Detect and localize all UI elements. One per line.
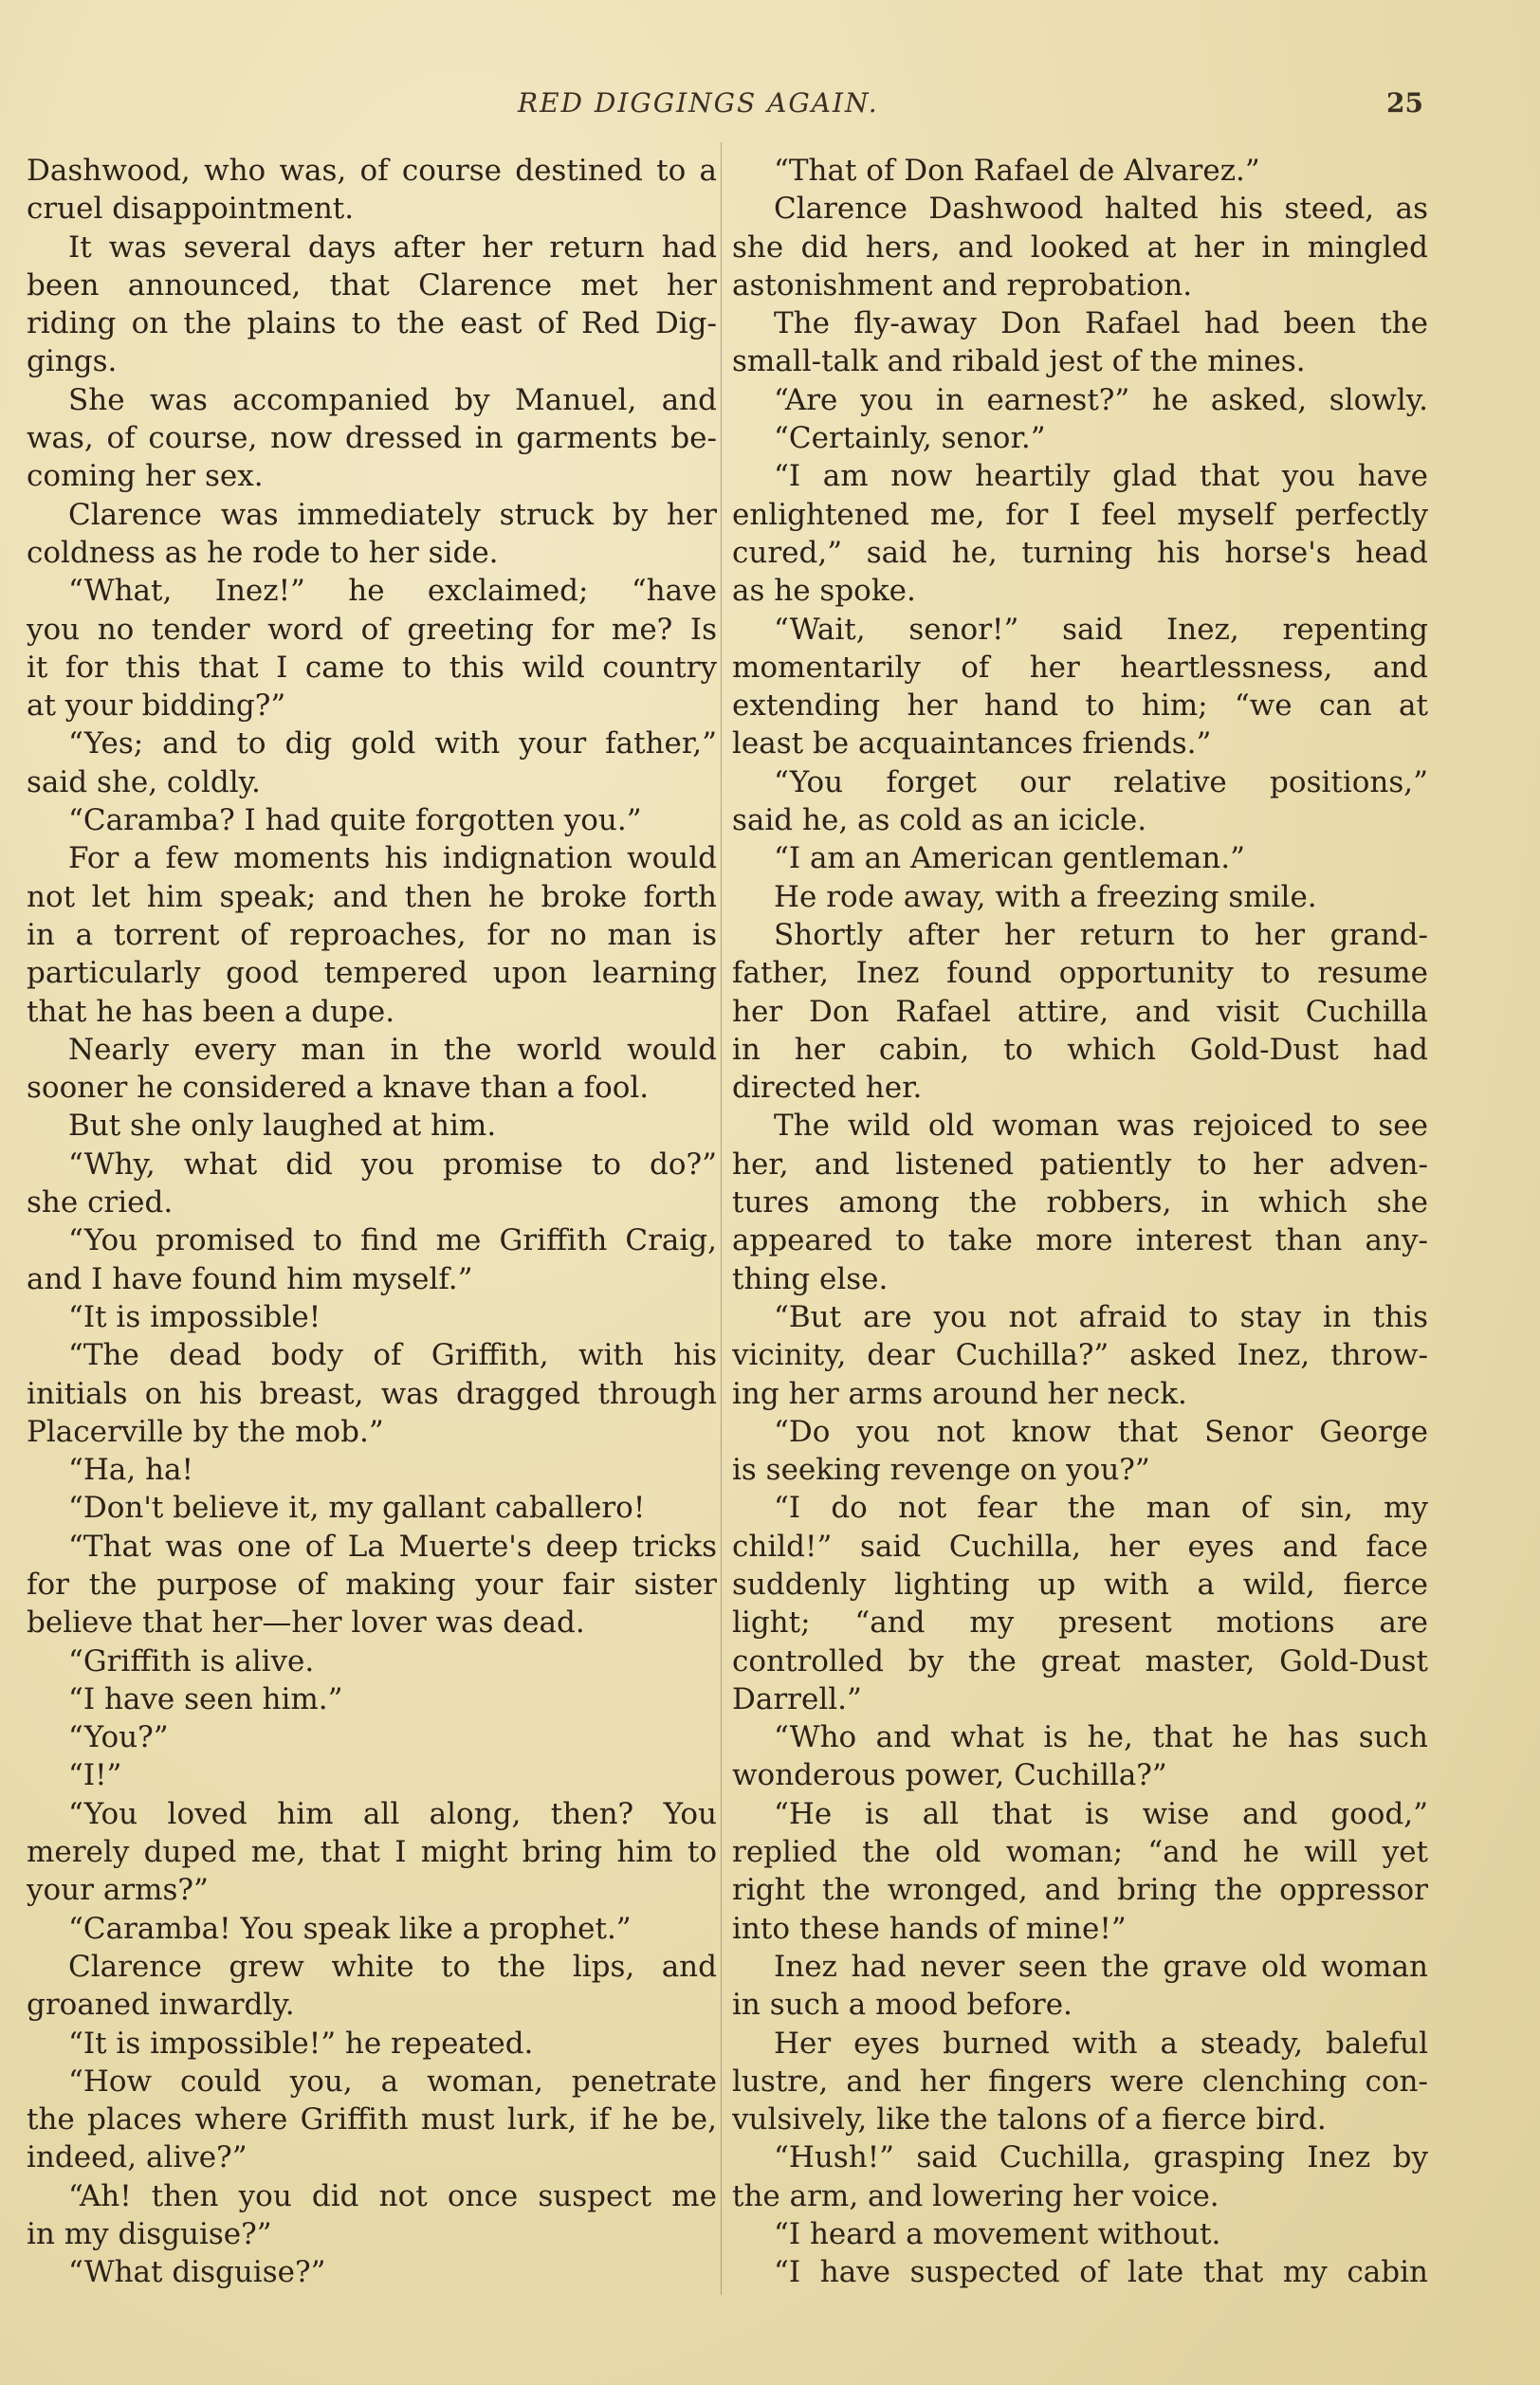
text-line: gings. (27, 344, 118, 379)
text-line: “I heard a movement without. (774, 2217, 1221, 2252)
text-line: “Certainly, senor.” (774, 421, 1046, 456)
text-line: “Who and what is he, that he has such (774, 1720, 1428, 1755)
text-line: replied the old woman; “and he will yet (732, 1835, 1428, 1870)
text-line: and I have found him myself.” (27, 1261, 473, 1296)
text-line: believe that her—her lover was dead. (27, 1605, 585, 1641)
text-line: you no tender word of greeting for me? Is (27, 612, 717, 647)
running-title: RED DIGGINGS AGAIN. (518, 87, 879, 119)
text-line: Clarence Dashwood halted his steed, as (774, 192, 1428, 227)
text-line: “Don't believe it, my gallant caballero! (68, 1491, 646, 1526)
text-line: into these hands of mine!” (732, 1911, 1127, 1946)
text-line: light; “and my present motions are (732, 1605, 1428, 1641)
text-line: She was accompanied by Manuel, and (68, 382, 717, 417)
text-line: Clarence grew white to the lips, and (68, 1949, 717, 1984)
text-line: “Do you not know that Senor George (774, 1414, 1428, 1449)
text-line: Placerville by the mob.” (27, 1414, 384, 1449)
text-line: wonderous power, Cuchilla?” (732, 1758, 1167, 1793)
text-line: He rode away, with a freezing smile. (774, 879, 1317, 914)
text-line: right the wronged, and bring the oppressor (732, 1873, 1428, 1908)
text-line: Darrell.” (732, 1681, 862, 1716)
column-divider (721, 142, 722, 2295)
text-line: in her cabin, to which Gold-Dust had (732, 1032, 1428, 1067)
text-line: vicinity, dear Cuchilla?” asked Inez, throw- (732, 1338, 1428, 1373)
page-number: 25 (1386, 87, 1423, 119)
text-line: “I am now heartily glad that you have (774, 459, 1428, 494)
text-line: merely duped me, that I might bring him to (27, 1835, 717, 1870)
text-line: “You?” (68, 1720, 169, 1755)
text-line: for the purpose of making your fair sister (27, 1567, 717, 1602)
text-line: “Griffith is alive. (68, 1643, 315, 1679)
text-line: appeared to take more interest than any- (732, 1223, 1428, 1258)
text-line: astonishment and reprobation. (732, 267, 1193, 303)
text-line: Shortly after her return to her grand- (774, 917, 1428, 952)
text-line: is seeking revenge on you?” (732, 1453, 1150, 1488)
text-line: Clarence was immediately struck by her (68, 497, 717, 532)
text-line: “What disguise?” (68, 2255, 326, 2290)
text-line: For a few moments his indignation would (68, 841, 717, 876)
text-line: “Hush!” said Cuchilla, grasping Inez by (774, 2140, 1428, 2175)
text-line: been announced, that Clarence met her (27, 267, 717, 303)
text-line: she cried. (27, 1185, 174, 1220)
text-line: “I have seen him.” (68, 1681, 343, 1716)
text-line: coldness as he rode to her side. (27, 535, 499, 570)
text-line: said she, coldly. (27, 764, 261, 799)
text-line: “I am an American gentleman.” (774, 841, 1245, 876)
text-line: “I do not fear the man of sin, my (774, 1491, 1428, 1526)
text-line: The wild old woman was rejoiced to see (774, 1109, 1428, 1144)
text-line: that he has been a dupe. (27, 994, 395, 1029)
text-line: “I have suspected of late that my cabin (774, 2255, 1428, 2290)
text-line: “But are you not afraid to stay in this (774, 1299, 1428, 1334)
text-line: “It is impossible!” he repeated. (68, 2026, 534, 2061)
text-line: least be acquaintances friends.” (732, 726, 1212, 761)
page-header (0, 87, 1540, 125)
text-line: Dashwood, who was, of course destined to a (27, 154, 717, 188)
text-line: your arms?” (27, 1873, 209, 1908)
text-line: “Yes; and to dig gold with your father,” (68, 726, 717, 761)
text-line: thing else. (732, 1261, 889, 1296)
left-column (27, 152, 717, 2292)
text-line: lustre, and her fingers were clenching con- (732, 2064, 1428, 2099)
text-line: the places where Griffith must lurk, if he be, (27, 2102, 717, 2137)
text-line: extending her hand to him; “we can at (732, 688, 1428, 724)
text-line: not let him speak; and then he broke forth (27, 879, 717, 914)
text-line: indeed, alive?” (27, 2140, 248, 2175)
text-line: in my disguise?” (27, 2217, 272, 2252)
text-line: her Don Rafael attire, and visit Cuchilla (732, 994, 1428, 1029)
text-line: it for this that I came to this wild country (27, 650, 717, 685)
text-line: momentarily of her heartlessness, and (732, 650, 1428, 685)
text-line: tures among the robbers, in which she (732, 1185, 1428, 1220)
text-line: “How could you, a woman, penetrate (68, 2064, 717, 2099)
text-line: “Are you in earnest?” he asked, slowly. (774, 382, 1428, 417)
text-line: coming her sex. (27, 459, 264, 494)
text-line: Inez had never seen the grave old woman (774, 1949, 1428, 1984)
text-line: “What, Inez!” he exclaimed; “have (68, 574, 717, 609)
text-line: “The dead body of Griffith, with his (68, 1338, 717, 1373)
text-line: she did hers, and looked at her in mingled (732, 229, 1428, 265)
text-line: the arm, and lowering her voice. (732, 2178, 1219, 2213)
text-line: child!” said Cuchilla, her eyes and face (732, 1529, 1428, 1564)
text-line: “That was one of La Muerte's deep tricks (68, 1529, 717, 1564)
text-line: “Wait, senor!” said Inez, repenting (774, 612, 1428, 647)
text-line: ing her arms around her neck. (732, 1376, 1187, 1411)
text-line: her, and listened patiently to her adven- (732, 1147, 1428, 1182)
text-line: cruel disappointment. (27, 192, 355, 227)
text-line: “You promised to find me Griffith Craig, (68, 1223, 717, 1258)
text-line: groaned inwardly. (27, 1988, 295, 2023)
text-line: Her eyes burned with a steady, baleful (774, 2026, 1428, 2061)
text-line: Nearly every man in the world would (68, 1032, 717, 1067)
text-line: said he, as cold as an icicle. (732, 803, 1147, 838)
text-line: “He is all that is wise and good,” (774, 1796, 1428, 1831)
text-line: “That of Don Rafael de Alvarez.” (774, 154, 1260, 188)
text-line: small-talk and ribald jest of the mines. (732, 344, 1306, 379)
text-line: “It is impossible! (68, 1299, 321, 1334)
text-line: directed her. (732, 1071, 923, 1106)
text-line: The fly-away Don Rafael had been the (774, 306, 1428, 341)
text-line: at your bidding?” (27, 688, 286, 724)
text-line: cured,” said he, turning his horse's head (732, 535, 1428, 570)
text-line: “Ha, ha! (68, 1453, 193, 1488)
text-line: vulsively, like the talons of a fierce bird. (732, 2102, 1327, 2137)
text-line: in such a mood before. (732, 1988, 1072, 2023)
text-line: “Caramba? I had quite forgotten you.” (68, 803, 642, 838)
text-line: It was several days after her return had (68, 229, 717, 265)
text-line: riding on the plains to the east of Red Dig- (27, 306, 717, 341)
text-line: “You loved him all along, then? You (68, 1796, 717, 1831)
text-line: controlled by the great master, Gold-Dust (732, 1643, 1428, 1679)
text-line: as he spoke. (732, 574, 916, 609)
right-column (732, 152, 1428, 2292)
text-line: “You forget our relative positions,” (774, 764, 1428, 799)
text-line: enlightened me, for I feel myself perfectly (732, 497, 1428, 532)
text-line: “Caramba! You speak like a prophet.” (68, 1911, 632, 1946)
text-line: But she only laughed at him. (68, 1109, 497, 1144)
text-line: sooner he considered a knave than a fool. (27, 1071, 650, 1106)
text-line: particularly good tempered upon learning (27, 956, 717, 991)
text-line: in a torrent of reproaches, for no man is (27, 917, 717, 952)
text-line: father, Inez found opportunity to resume (732, 956, 1428, 991)
text-line: was, of course, now dressed in garments be- (27, 421, 717, 456)
text-line: suddenly lighting up with a wild, fierce (732, 1567, 1428, 1602)
text-line: initials on his breast, was dragged through (27, 1376, 717, 1411)
text-line: “Ah! then you did not once suspect me (68, 2178, 717, 2213)
text-line: “I!” (68, 1758, 122, 1793)
text-line: “Why, what did you promise to do?” (68, 1147, 717, 1182)
